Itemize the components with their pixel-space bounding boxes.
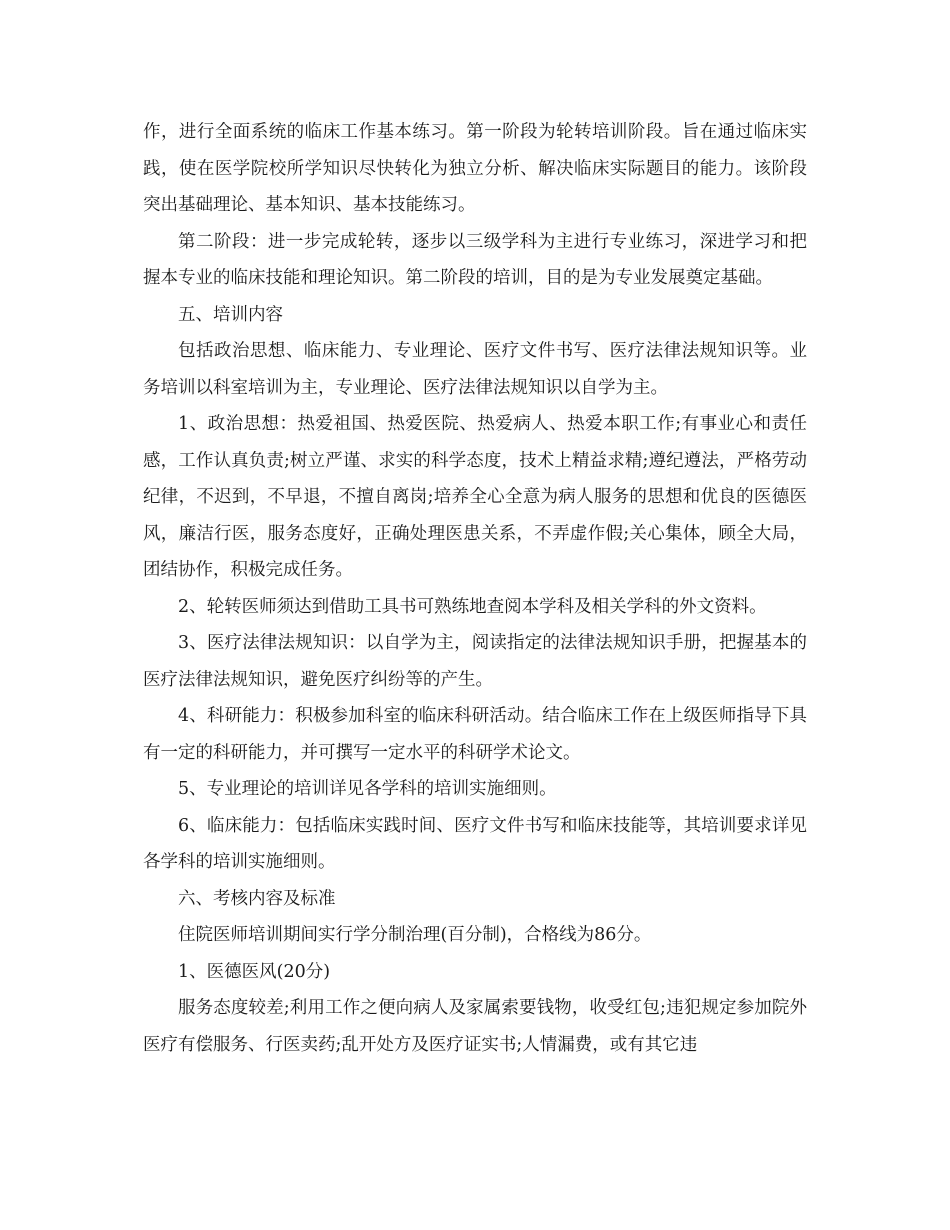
list-item-3: 3、医疗法律法规知识：以自学为主，阅读指定的法律法规知识手册，把握基本的医疗法律法规知识，避免医疗纠纷等的产生。 [143,633,807,690]
list-item-1: 1、政治思想：热爱祖国、热爱医院、热爱病人、热爱本职工作;有事业心和责任感，工作认真负责;树立严谨、求实的科学态度，技术上精益求精;遵纪遵法，严格劳动纪律，不迟到，不早退，不擅自离岗;培养全心全意为病人服务的思想和优良的医德医风，廉洁行医，服务态度好，正确处理医患关系，不弄虚作假;关心集体，顾全大局，团结协作，积极完成任务。 [143,414,807,580]
paragraph-2: 第二阶段：进一步完成轮转，逐步以三级学科为主进行专业练习，深进学习和把握本专业的临床技能和理论知识。第二阶段的培训，目的是为专业发展奠定基础。 [143,231,807,288]
list-item-5: 5、专业理论的培训详见各学科的培训实施细则。 [178,779,557,799]
paragraph-5: 服务态度较差;利用工作之便向病人及家属索要钱物，收受红包;违犯规定参加院外医疗有偿服务、行医卖药;乱开处方及医疗证实书;人情漏费，或有其它违 [143,998,807,1055]
section-heading-5: 五、培训内容 [178,304,283,325]
list-item-2: 2、轮转医师须达到借助工具书可熟练地查阅本学科及相关学科的外文资料。 [178,596,767,617]
subsection-heading-1: 1、医德医风(20分) [178,961,331,982]
list-item-6: 6、临床能力：包括临床实践时间、医疗文件书写和临床技能等，其培训要求详见各学科的培训实施细则。 [143,815,807,872]
list-item-4: 4、科研能力：积极参加科室的临床科研活动。结合临床工作在上级医师指导下具有一定的科研能力，并可撰写一定水平的科研学术论文。 [143,706,807,763]
paragraph-1: 作，进行全面系统的临床工作基本练习。第一阶段为轮转培训阶段。旨在通过临床实践，使在医学院校所学知识尽快转化为独立分析、解决临床实际题目的能力。该阶段突出基础理论、基本知识、基本技能练习。 [143,122,807,215]
document-body [143,114,807,1063]
paragraph-4: 住院医师培训期间实行学分制治理(百分制)，合格线为86分。 [178,925,652,945]
section-heading-6: 六、考核内容及标准 [178,888,336,909]
paragraph-3: 包括政治思想、临床能力、专业理论、医疗文件书写、医疗法律法规知识等。业务培训以科室培训为主，专业理论、医疗法律法规知识以自学为主。 [143,341,807,398]
